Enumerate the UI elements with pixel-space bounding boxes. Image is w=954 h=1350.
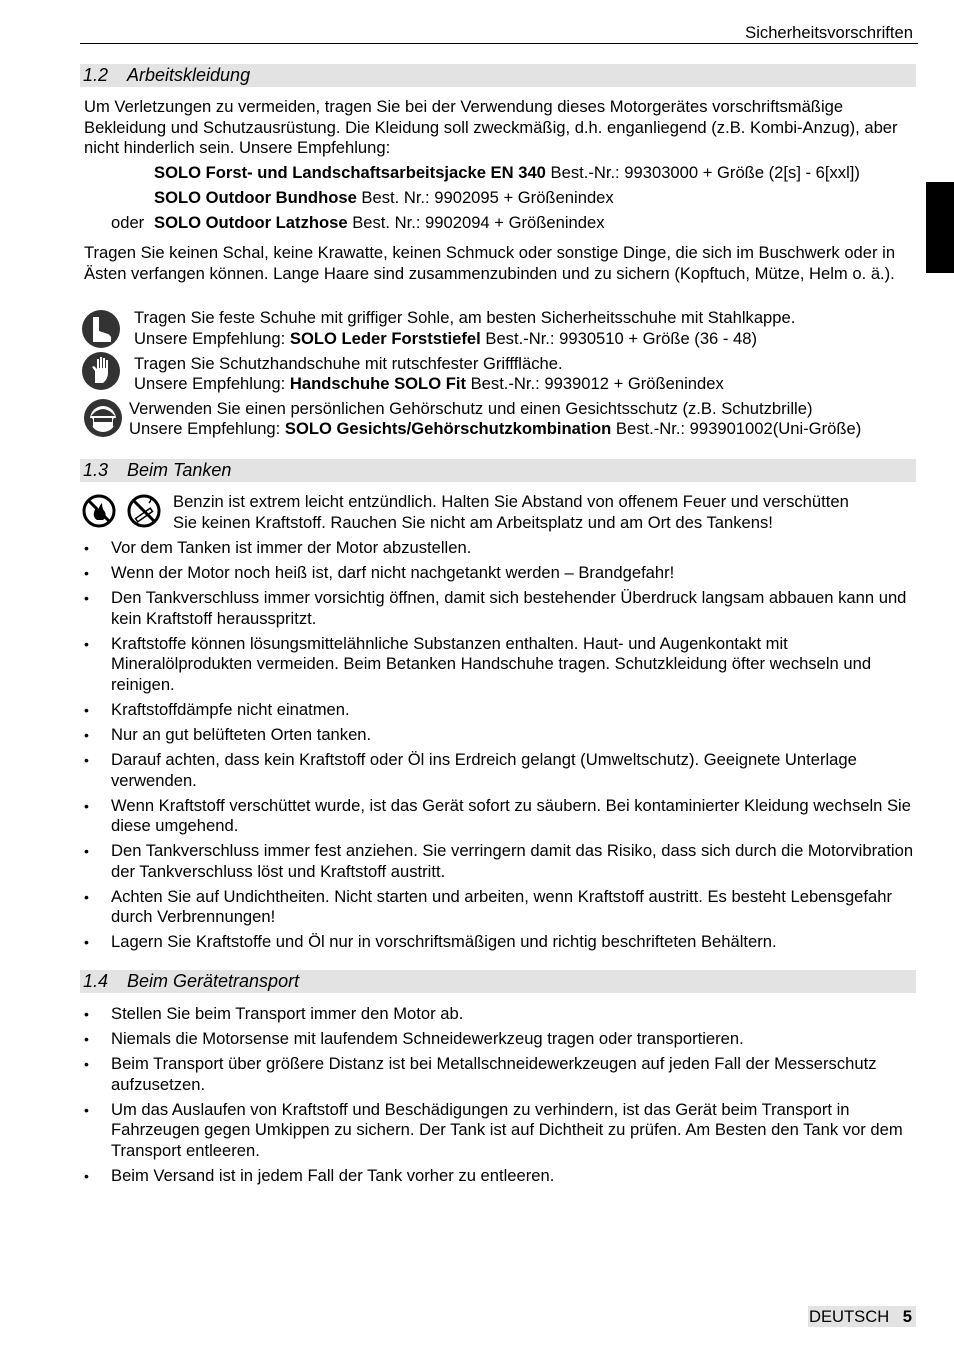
list-item: • Vor dem Tanken ist immer der Motor abzustellen. (84, 538, 914, 559)
section-number: 1.3 (83, 460, 109, 480)
fuel-warning-line-1: Benzin ist extrem leicht entzündlich. Halten Sie Abstand von offenem Feuer und verschütten (173, 492, 849, 511)
product-name: SOLO Outdoor Latzhose (154, 213, 348, 232)
order-number: Best. Nr.: 9902094 + Größenindex (347, 213, 605, 232)
list-item: • Wenn der Motor noch heiß ist, darf nicht nachgetankt werden – Brandgefahr! (84, 563, 914, 584)
rec-prefix: Unsere Empfehlung: (134, 374, 290, 393)
product-name: SOLO Outdoor Bundhose (154, 188, 357, 207)
recommendation-bib-trousers (154, 213, 605, 234)
section-title: Beim Gerätetransport (127, 971, 300, 991)
rec-prefix: Unsere Empfehlung: (134, 329, 290, 348)
list-item: • Lagern Sie Kraftstoffe und Öl nur in vorschriftsmäßigen und richtig beschrifteten Behältern. (84, 932, 914, 953)
product-name: SOLO Forst- und Landschaftsarbeitsjacke EN 340 (154, 163, 546, 182)
order-number: Best. Nr.: 9902095 + Größenindex (356, 188, 614, 207)
section-heading-1-4 (80, 970, 916, 993)
list-item: • Kraftstoffdämpfe nicht einatmen. (84, 700, 914, 721)
section-title: Beim Tanken (127, 460, 232, 480)
section-title: Arbeitskleidung (127, 65, 251, 85)
page-number: 5 (902, 1307, 912, 1326)
ear-protection-recommendation (129, 419, 861, 440)
order-number: Best.-Nr.: 9939012 + Größenindex (465, 374, 724, 393)
list-item: • Den Tankverschluss immer fest anziehen. Sie verringern damit das Risiko, dass sich durch die Motorvibration der Tankverschluss löst und Kraftstoff austritt. (84, 841, 914, 882)
transport-list (84, 1004, 914, 1191)
order-number: Best.-Nr.: 99303000 + Größe (2[s] - 6[xxl]) (545, 163, 860, 182)
header-title: Sicherheitsvorschriften (745, 23, 913, 42)
page-header (80, 22, 918, 44)
or-label: oder (111, 213, 145, 232)
list-item: • Niemals die Motorsense mit laufendem Schneidewerkzeug tragen oder transportieren. (84, 1029, 914, 1050)
clothing-paragraph-2: Tragen Sie keinen Schal, keine Krawatte, keinen Schmuck oder sonstige Dinge, die sich im Buschwerk oder in Ästen verfangen können. Lange Haare sind zusammenzubinden und zu sichern (Kopftuch, Mütze, Helm o. ä.). (84, 243, 896, 283)
no-open-fire-icon (81, 494, 117, 528)
safety-boots-icon (81, 309, 121, 349)
side-thumb-tab (926, 182, 954, 273)
safety-gloves-icon (81, 351, 121, 391)
section-heading-1-2 (80, 64, 916, 87)
boots-recommendation (134, 329, 757, 350)
recommendation-trousers (154, 188, 614, 209)
list-item: • Kraftstoffe können lösungsmittelähnliche Substanzen enthalten. Haut- und Augenkontakt mit Mineralölprodukten vermeiden. Beim Betanken Handschuhe tragen. Schutzkleidung öfter wechseln und reinigen. (84, 634, 914, 696)
list-item: • Achten Sie auf Undichtheiten. Nicht starten und arbeiten, wenn Kraftstoff austritt. Es besteht Lebensgefahr durch Verbrennungen! (84, 887, 914, 928)
gloves-recommendation (134, 374, 724, 395)
order-number: Best.-Nr.: 9930510 + Größe (36 - 48) (480, 329, 758, 348)
refuelling-list (84, 538, 914, 958)
ear-protection-text: Verwenden Sie einen persönlichen Gehörschutz und einen Gesichtsschutz (z.B. Schutzbrille) (129, 399, 813, 418)
section-number: 1.4 (83, 971, 109, 991)
page-footer (808, 1306, 916, 1327)
product-name: SOLO Gesichts/Gehörschutzkombination (284, 419, 612, 438)
list-item: • Darauf achten, dass kein Kraftstoff oder Öl ins Erdreich gelangt (Umweltschutz). Geeignete Unterlage verwenden. (84, 750, 914, 791)
fuel-warning-line-2: Sie keinen Kraftstoff. Rauchen Sie nicht am Arbeitsplatz und am Ort des Tankens! (173, 513, 773, 532)
product-name: Handschuhe SOLO Fit (289, 374, 466, 393)
list-item: • Beim Transport über größere Distanz ist bei Metallschneidewerkzeugen auf jeden Fall der Messerschutz aufzusetzen. (84, 1054, 914, 1095)
list-item: • Den Tankverschluss immer vorsichtig öffnen, damit sich bestehender Überdruck langsam abbauen kann und kein Kraftstoff herausspritzt. (84, 588, 914, 629)
order-number: Best.-Nr.: 993901002(Uni-Größe) (611, 419, 862, 438)
no-smoking-icon (126, 494, 162, 528)
recommendation-jacket (154, 163, 860, 184)
section-number: 1.2 (83, 65, 109, 85)
list-item: • Nur an gut belüfteten Orten tanken. (84, 725, 914, 746)
section-heading-1-3 (80, 459, 916, 482)
product-name: SOLO Leder Forststiefel (289, 329, 481, 348)
boots-text: Tragen Sie feste Schuhe mit griffiger Sohle, am besten Sicherheitsschuhe mit Stahlkappe. (134, 308, 796, 327)
ear-face-protection-icon (83, 398, 123, 438)
list-item: • Stellen Sie beim Transport immer den Motor ab. (84, 1004, 914, 1025)
clothing-intro: Um Verletzungen zu vermeiden, tragen Sie bei der Verwendung dieses Motorgerätes vorschriftsmäßige Bekleidung und Schutzausrüstung. Die Kleidung soll zweckmäßig, d.h. enganliegend (z.B. Kombi-Anzug), aber nicht hinderlich sein. Unsere Empfehlung: (84, 97, 898, 157)
gloves-text: Tragen Sie Schutzhandschuhe mit rutschfester Grifffläche. (134, 354, 563, 373)
list-item: • Beim Versand ist in jedem Fall der Tank vorher zu entleeren. (84, 1166, 914, 1187)
footer-language: DEUTSCH (809, 1307, 890, 1326)
rec-prefix: Unsere Empfehlung: (129, 419, 285, 438)
list-item: • Wenn Kraftstoff verschüttet wurde, ist das Gerät sofort zu säubern. Bei kontaminierter Kleidung wechseln Sie diese umgehend. (84, 796, 914, 837)
list-item: • Um das Auslaufen von Kraftstoff und Beschädigungen zu verhindern, ist das Gerät beim Transport in Fahrzeugen gegen Umkippen zu sichern. Der Tank ist auf Dichtheit zu prüfen. Am Besten den Tank vor dem Transport entleeren. (84, 1100, 914, 1162)
